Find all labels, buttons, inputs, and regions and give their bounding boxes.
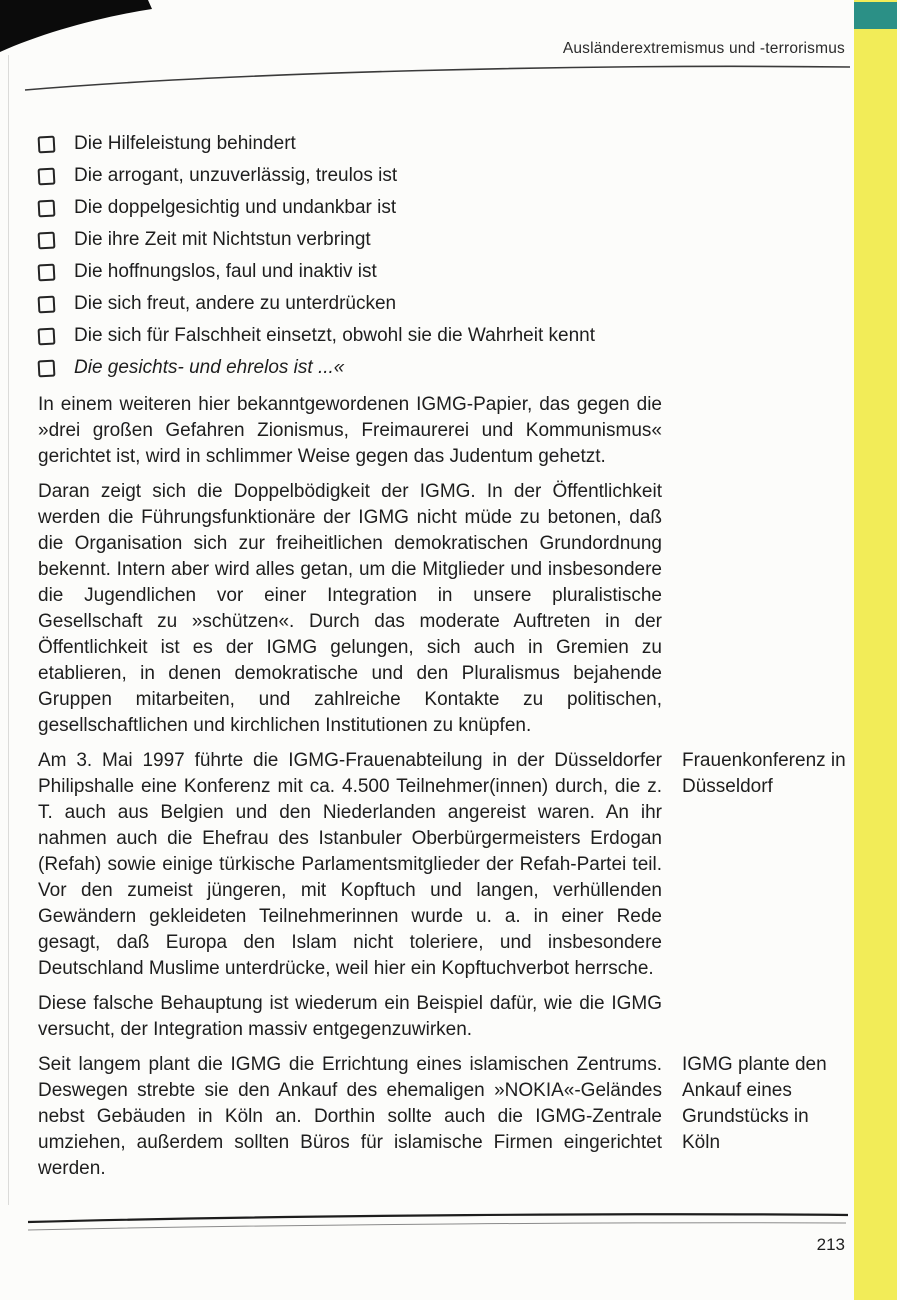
footer-rule-line: [0, 1208, 860, 1238]
margin-column: [662, 748, 852, 800]
list-item-text: Die arrogant, unzuverlässig, treulos ist: [74, 165, 398, 186]
paragraph: Am 3. Mai 1997 führte die IGMG-Frauenabteilung in der Düsseldorfer Philipshalle eine Konferenz mit ca. 4.500 Teilnehmer(innen) durch, die z. T. auch aus Belgien und den Niederlanden angereist waren. An ihr nahmen auch die Ehefrau des Istanbuler Oberbürgermeisters Erdogan (Refah) sowie einige türkische Parlamentsmitglieder der Refah-Partei teil. Vor den zumeist jüngeren, mit Kopftuch und langen, verhüllenden Gewändern gekleideten Teilnehmerinnen wurde u. a. in einer Rede gesagt, daß Europa den Islam nicht toleriere, und insbesondere Deutschland Muslime unterdrücke, weil hier ein Kopftuchverbot herrsche.: [38, 750, 662, 979]
bullet-list: [38, 128, 852, 384]
list-item: [38, 128, 852, 160]
square-bullet-icon: [38, 359, 56, 377]
header-rule-line: [0, 58, 860, 98]
margin-note-grundstueck: IGMG plante den Ankauf eines Grundstücks in Köln: [682, 1054, 827, 1153]
paragraph: Daran zeigt sich die Doppelbödigkeit der IGMG. In der Öffentlichkeit werden die Führungsfunktionäre der IGMG nicht müde zu betonen, daß die Organisation sich zur freiheitlichen demokratischen Grundordnung bekennt. Intern aber wird alles getan, um die Mitglieder und insbesondere die Jugendlichen vor einer Integration in unsere pluralistische Gesellschaft zu »schützen«. Durch das moderate Auftreten in der Öffentlichkeit ist es der IGMG gelungen, sich auch in Gremien zu etablieren, in denen demokratische und den Pluralismus bejahende Gruppen mitarbeiten, und zahlreiche Kontakte zu politischen, gesellschaftlichen und kirchlichen Institutionen zu knüpfen.: [38, 481, 662, 736]
main-text-column: [38, 748, 662, 991]
list-item: [38, 320, 852, 352]
list-item: [38, 192, 852, 224]
page-content: [38, 128, 852, 1191]
square-bullet-icon: [38, 263, 56, 281]
body-section: [38, 392, 852, 748]
paragraph: In einem weiteren hier bekanntgewordenen IGMG-Papier, das gegen die »drei großen Gefahren Zionismus, Freimaurerei und Kommunismus« gerichtet ist, wird in schlimmer Weise gegen das Judentum gehetzt.: [38, 394, 662, 467]
square-bullet-icon: [38, 167, 56, 185]
list-item: [38, 256, 852, 288]
list-item-text: Die sich für Falschheit einsetzt, obwohl sie die Wahrheit kennt: [74, 325, 595, 346]
body-section: [38, 991, 852, 1052]
margin-note-frauenkonferenz: Frauenkonferenz in Düsseldorf: [682, 750, 846, 797]
main-text-column: [38, 991, 662, 1052]
page-edge-tab-teal: [854, 2, 897, 29]
running-header: Ausländerextremismus und -terrorismus: [562, 40, 845, 57]
list-item: [38, 288, 852, 320]
main-text-column: [38, 1052, 662, 1191]
list-item: [38, 352, 852, 384]
margin-column: [662, 1052, 852, 1156]
square-bullet-icon: [38, 231, 56, 249]
square-bullet-icon: [38, 295, 56, 313]
list-item-text: Die Hilfeleistung behindert: [74, 133, 296, 154]
body-section: [38, 1052, 852, 1191]
square-bullet-icon: [38, 199, 56, 217]
list-item-text: Die doppelgesichtig und undankbar ist: [74, 197, 397, 218]
list-item-text: Die ihre Zeit mit Nichtstun verbringt: [74, 229, 371, 250]
paragraph: Diese falsche Behauptung ist wiederum ein Beispiel dafür, wie die IGMG versucht, der Integration massiv entgegenzuwirken.: [38, 993, 662, 1040]
scan-page-edge-line: [8, 55, 9, 1205]
list-item-text: Die gesichts- und ehrelos ist ...«: [74, 357, 345, 378]
main-text-column: [38, 392, 662, 748]
list-item: [38, 224, 852, 256]
paragraph: Seit langem plant die IGMG die Errichtung eines islamischen Zentrums. Deswegen strebte sie den Ankauf des ehemaligen »NOKIA«-Geländes nebst Gebäuden in Köln an. Dorthin sollte auch die IGMG-Zentrale umziehen, außerdem sollten Büros für islamische Firmen eingerichtet werden.: [38, 1054, 662, 1179]
list-item-text: Die hoffnungslos, faul und inaktiv ist: [74, 261, 377, 282]
body-section: [38, 748, 852, 991]
page-number: 213: [816, 1235, 845, 1254]
page-edge-strip-yellow: [854, 0, 897, 1300]
square-bullet-icon: [38, 135, 56, 153]
square-bullet-icon: [38, 327, 56, 345]
list-item: [38, 160, 852, 192]
list-item-text: Die sich freut, andere zu unterdrücken: [74, 293, 397, 314]
